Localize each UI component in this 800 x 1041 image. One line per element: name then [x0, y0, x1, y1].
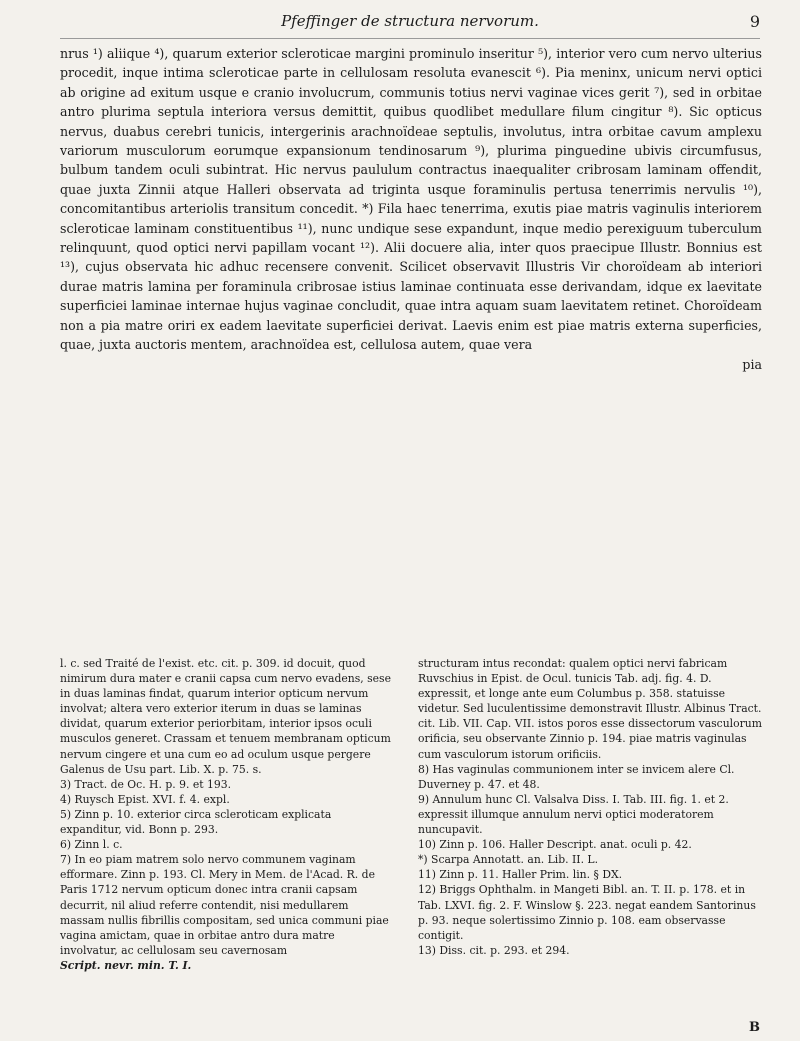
signature-mark: B [749, 1020, 760, 1035]
signature-line: Script. nevr. min. T. I. [60, 958, 192, 972]
footnote: 7) In eo piam matrem solo nervo communem vaginam efformare. Zinn p. 193. Cl. Mery in Mem. de l'Acad. R. de Paris 1712 nervum opticum donec intra cranii capsam decurrit, nil aliud referre contendit, nisi medullarem massam nullis fibrillis compositam, sed unica communi piae vagina amictam, quae in orbitae antro dura matre involvatur, ac cellulosam seu cavernosam [60, 853, 389, 957]
main-paragraph: nrus ¹) aliique ⁴), quarum exterior scleroticae margini prominulo inseritur ⁵), interior vero cum nervo ulterius procedit, inque intima scleroticae parte in cellulosam resoluta evanescit ⁶). Pia meninx, unicum nervi optici ab origine ad exitum usque e cranio involucrum, communis totius nervi vaginae vices gerit ⁷), sed in orbitae antro plurima septula interiora versus demittit, quibus quodlibet medullare filum cingitur ⁸). Sic opticus nervus, duabus cerebri tunicis, intergerinis arachnoïdeae septulis, involutus, intra orbitae cavum amplexu variorum musculorum eorumque expansionum tendinosarum ⁹), plurima pinguedine ubivis circumfusus, bulbum tandem oculi subintrat. Hic nervus paululum contractus inaequaliter cribrosam laminam offendit, quae juxta Zinnii atque Halleri observata ad triginta usque foraminulis pertusa tenerrimis nervulis ¹⁰), concomitantibus arteriolis transitum concedit. *) Fila haec tenerrima, exutis piae matris vaginulis interiorem scleroticae laminam constituentibus ¹¹), nunc undique sese expandunt, inque medio perexiguum tuberculum relinquunt, quod optici nervi papillam vocant ¹²). Alii docuere alia, inter quos praecipue Illustr. Bonnius est ¹³), cujus observata hic adhuc recensere convenit. Scilicet observavit Illustris Vir choroïdeam ab interiori durae matris lamina per foraminula cribrosae istius laminae continuata esse derivandam, idque ex laevitate superficiei laminae internae hujus vaginae concludit, quae intra aquam suam laevitatem retinet. Choroïdeam non a pia matre oriri ex eadem laevitate superficiei derivat. Laevis enim est piae matris externa superficies, quae, juxta auctoris mentem, arachnoïdea est, cellulosa autem, quae vera [60, 46, 762, 353]
footnote: 4) Ruysch Epist. XVI. f. 4. expl. [60, 792, 230, 806]
footnote: 6) Zinn l. c. [60, 838, 123, 852]
footnote: structuram intus recondat: qualem optici nervi fabricam Ruvschius in Epist. de Ocul. tunicis Tab. adj. fig. 4. D. expressit, et longe ante eum Columbus p. 358. statuisse videtur. Sed luculentissime demonstravit Illustr. Albinus Tract. cit. Lib. VII. Cap. VII. istos poros esse dissectorum vasculorum orificia, seu observante Zinnio p. 194. piae matris vaginulas cum vasculorum istorum orificiis. [418, 657, 762, 761]
running-title: Pfeffinger de structura nervorum. [281, 12, 539, 30]
footnote: 12) Briggs Ophthalm. in Mangeti Bibl. an. T. II. p. 178. et in Tab. LXVI. fig. 2. F. Winslow §. 223. negat eandem Santorinus p. 93. neque solertissimo Zinnio p. 108. eam observasse contigit. [418, 883, 756, 942]
footnote: 9) Annulum hunc Cl. Valsalva Diss. I. Tab. III. fig. 1. et 2. expressit illumque annulum nervi optici moderatorem nuncupavit. [418, 792, 729, 837]
footnote: 10) Zinn p. 106. Haller Descript. anat. oculi p. 42. [418, 838, 692, 852]
page-number: 9 [749, 12, 760, 31]
footnotes-right-column [418, 656, 762, 958]
catchword-top: pia [742, 356, 762, 372]
footnotes-left-column [60, 656, 395, 973]
footnote: 3) Tract. de Oc. H. p. 9. et 193. [60, 777, 232, 791]
footnote: 8) Has vaginulas communionem inter se invicem alere Cl. Duverney p. 47. et 48. [418, 762, 735, 791]
footnote: 11) Zinn p. 11. Haller Prim. lin. § DX. [418, 868, 623, 882]
footnote: l. c. sed Traité de l'exist. etc. cit. p. 309. id docuit, quod nimirum dura mater e cranii capsa cum nervo evadens, sese in duas laminas findat, quarum interior opticum nervum involvat; altera vero exterior iterum in duas se laminas dividat, quarum exterior periorbitam, interior ipsos oculi musculos generet. Crassam et tenuem membranam opticum nervum cingere et una cum eo ad oculum usque pergere Galenus de Usu part. Lib. X. p. 75. s. [60, 657, 391, 776]
footnote: 5) Zinn p. 10. exterior circa scleroticam explicata expanditur, vid. Bonn p. 293. [60, 807, 332, 837]
running-header [60, 12, 760, 39]
footnote: *) Scarpa Annotatt. an. Lib. II. L. [418, 853, 599, 867]
footnote: 13) Diss. cit. p. 293. et 294. [418, 943, 570, 957]
main-text-block [60, 44, 762, 374]
